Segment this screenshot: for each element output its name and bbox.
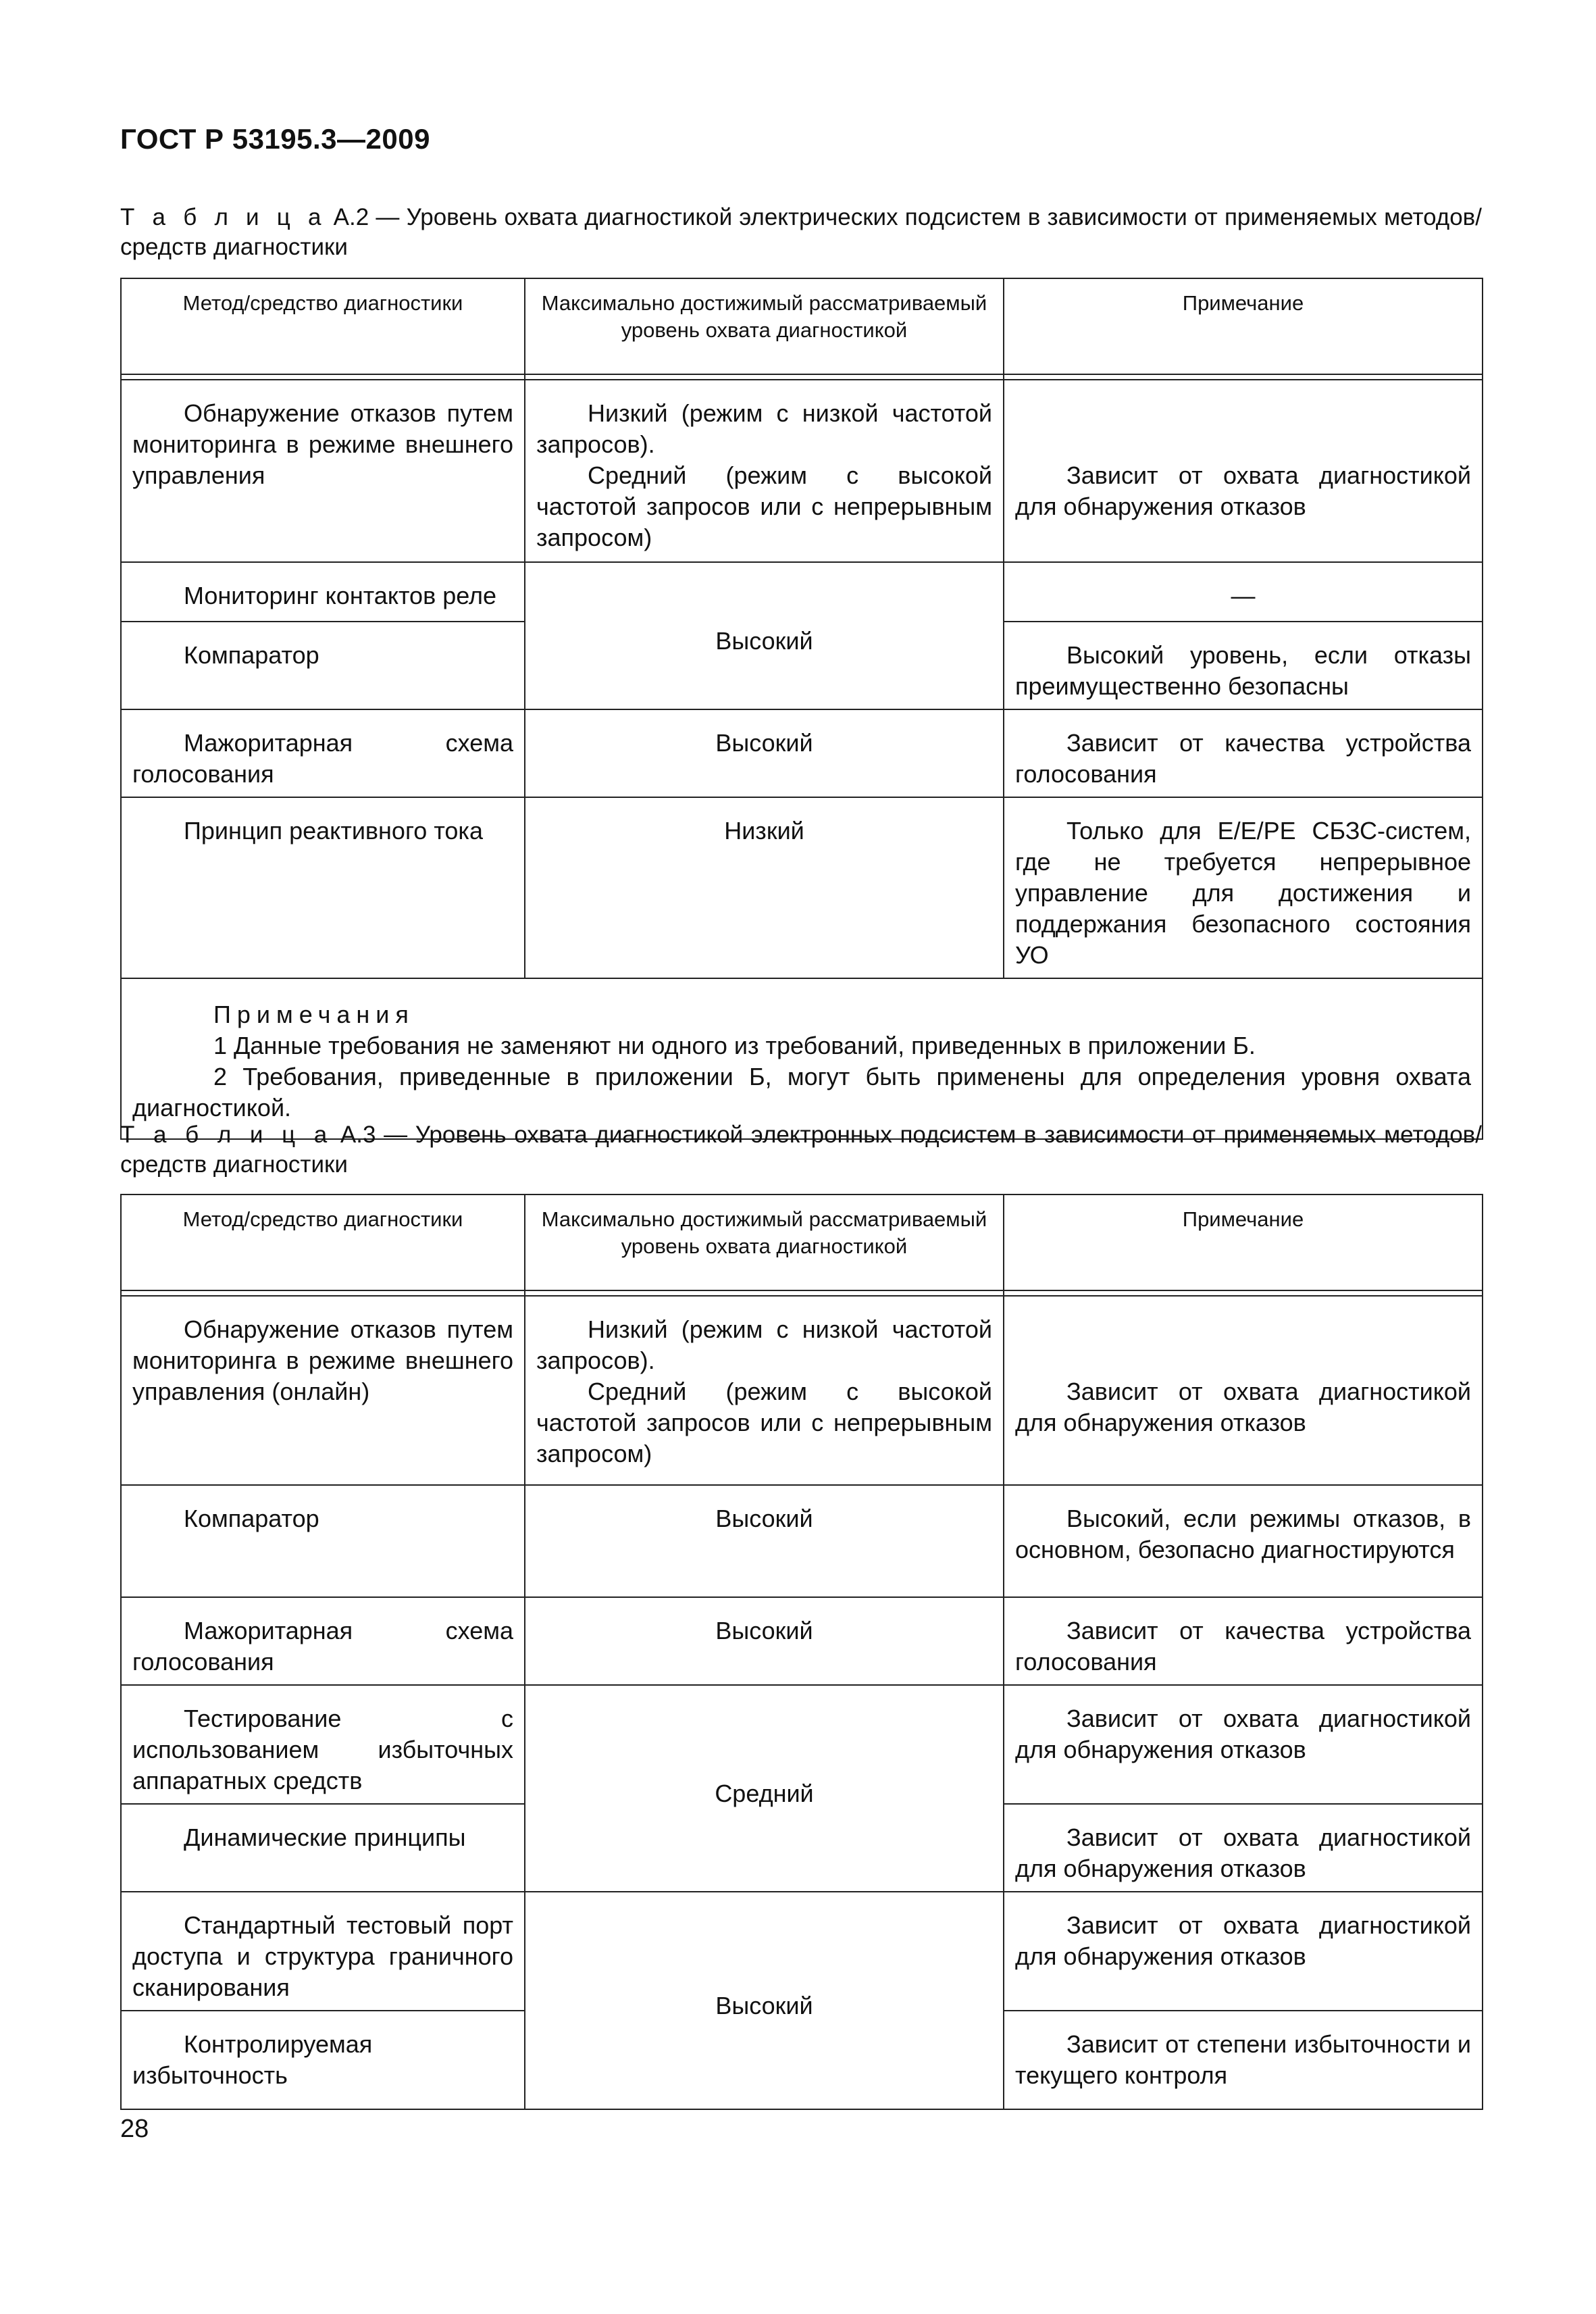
table-a3-col-level: Максимально достижимый рассматриваемый уровень охвата диагностикой <box>525 1194 1004 1290</box>
table-a2-r1-note: Зависит от охвата диагностикой для обнаружения отказов <box>1004 380 1483 562</box>
document-header: ГОСТ Р 53195.3—2009 <box>120 123 430 155</box>
table-a2-r1-level <box>525 380 1004 562</box>
table-a3-r1-level-mid: Средний (режим с высокой частотой запросов или с непрерывным запросом) <box>536 1378 992 1467</box>
table-a3-header-separator <box>121 1290 1483 1296</box>
table-a3-r3-method: Мажоритарная схема голосования <box>121 1597 525 1685</box>
table-a2-r2-method: Мониторинг контактов реле <box>121 562 525 622</box>
table-a2-r5-note: Только для Е/Е/РЕ СБЗС-систем, где не требуется непрерывное управление для достижения и поддержания безопасного состояния УО <box>1004 797 1483 978</box>
table-a3-r7-note: Зависит от степени избыточности и текущего контроля <box>1004 2011 1483 2109</box>
table-a2-notes-row <box>121 978 1483 1139</box>
table-row <box>121 1485 1483 1597</box>
table-a3-r2-method: Компаратор <box>121 1485 525 1597</box>
page-number: 28 <box>120 2115 149 2143</box>
table-a3-r6-note: Зависит от охвата диагностикой для обнаружения отказов <box>1004 1892 1483 2011</box>
table-a2-note-2: 2 Требования, приведенные в приложении Б, могут быть применены для определения уровня охвата диагностикой. <box>132 1063 1471 1122</box>
table-a2-col-method: Метод/средство диагностики <box>121 278 525 374</box>
table-row <box>121 1892 1483 2011</box>
table-a2-col-level: Максимально достижимый рассматриваемый уровень охвата диагностикой <box>525 278 1004 374</box>
table-a2-r1-method: Обнаружение отказов путем мониторинга в режиме внешнего управления <box>121 380 525 562</box>
table-row <box>121 709 1483 797</box>
table-a2-caption-word: Т а б л и ц а <box>120 204 327 230</box>
table-a3 <box>120 1194 1483 2110</box>
table-a2-note-1: 1 Данные требования не заменяют ни одного из требований, приведенных в приложении Б. <box>213 1032 1256 1059</box>
table-a3-r7-method: Контролируемая избыточность <box>121 2011 525 2109</box>
table-a3-header-row <box>121 1194 1483 1290</box>
table-a3-r4-method: Тестирование с использованием избыточных аппаратных средств <box>121 1685 525 1804</box>
table-a2-r2-note: — <box>1004 562 1483 622</box>
table-a3-r2-note: Высокий, если режимы отказов, в основном, безопасно диагностируются <box>1004 1485 1483 1597</box>
table-a2-r3-note: Высокий уровень, если отказы преимущественно безопасны <box>1004 622 1483 709</box>
table-a2-r4-level: Высокий <box>525 709 1004 797</box>
table-a3-r6-level: Высокий <box>525 1892 1004 2109</box>
table-a3-r6-method: Стандартный тестовый порт доступа и структура граничного сканирования <box>121 1892 525 2011</box>
table-a2-r5-method: Принцип реактивного тока <box>121 797 525 978</box>
table-a2-caption-text: А.2 — Уровень охвата диагностикой электрических подсистем в зависимости от применяемых методов/средств диагностики <box>120 204 1482 260</box>
table-row <box>121 562 1483 622</box>
table-a3-r5-note: Зависит от охвата диагностикой для обнаружения отказов <box>1004 1804 1483 1892</box>
table-a2-notes <box>121 978 1483 1139</box>
table-a3-r4-note: Зависит от охвата диагностикой для обнаружения отказов <box>1004 1685 1483 1804</box>
table-a3-r5-method: Динамические принципы <box>121 1804 525 1892</box>
table-a3-r1-method: Обнаружение отказов путем мониторинга в режиме внешнего управления (онлайн) <box>121 1296 525 1485</box>
table-row <box>121 1296 1483 1485</box>
table-row <box>121 797 1483 978</box>
table-a3-r3-level: Высокий <box>525 1597 1004 1685</box>
table-a2-r1-level-mid: Средний (режим с высокой частотой запросов или с непрерывным запросом) <box>536 461 992 551</box>
table-a2-r2-level: Высокий <box>525 562 1004 709</box>
table-a2-notes-title: Примечания <box>213 1001 415 1028</box>
table-a3-caption <box>120 1120 1482 1180</box>
table-a3-r4-level: Средний <box>525 1685 1004 1892</box>
table-a2-r3-method: Компаратор <box>121 622 525 709</box>
table-a2 <box>120 278 1483 1140</box>
table-a3-caption-text: А.3 — Уровень охвата диагностикой электронных подсистем в зависимости от применяемых методов/средств диагностики <box>120 1122 1482 1178</box>
table-a3-col-note: Примечание <box>1004 1194 1483 1290</box>
table-a3-r2-level: Высокий <box>525 1485 1004 1597</box>
table-a3-r1-note: Зависит от охвата диагностикой для обнаружения отказов <box>1004 1296 1483 1485</box>
table-a3-col-method: Метод/средство диагностики <box>121 1194 525 1290</box>
table-a2-header-row <box>121 278 1483 374</box>
table-row <box>121 1597 1483 1685</box>
table-row <box>121 1685 1483 1804</box>
table-a2-r1-level-low: Низкий (режим с низкой частотой запросов). <box>536 399 992 458</box>
table-a2-r4-note: Зависит от качества устройства голосования <box>1004 709 1483 797</box>
table-a2-col-note: Примечание <box>1004 278 1483 374</box>
table-a2-header-separator <box>121 374 1483 380</box>
table-a2-caption <box>120 203 1482 262</box>
table-a2-r4-method: Мажоритарная схема голосования <box>121 709 525 797</box>
table-row <box>121 380 1483 562</box>
table-a3-r3-note: Зависит от качества устройства голосования <box>1004 1597 1483 1685</box>
table-a3-caption-word: Т а б л и ц а <box>120 1122 333 1148</box>
table-a3-r1-level-low: Низкий (режим с низкой частотой запросов). <box>536 1315 992 1374</box>
table-a2-r5-level: Низкий <box>525 797 1004 978</box>
table-a3-r1-level <box>525 1296 1004 1485</box>
